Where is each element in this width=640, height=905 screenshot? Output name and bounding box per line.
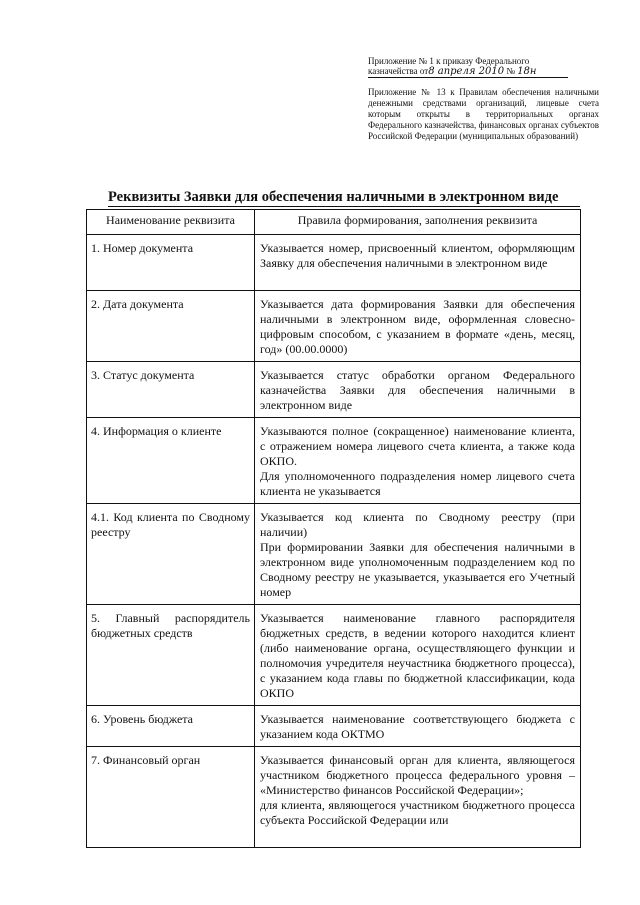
requisite-rules	[255, 235, 581, 291]
table-row	[87, 747, 581, 848]
rule-paragraph: для клиента, являющегося участником бюджетного процесса субъекта Российской Федерации или	[260, 798, 575, 827]
rule-paragraph: Указывается код клиента по Сводному реестру (при наличии)	[260, 510, 575, 539]
requisite-rules	[255, 706, 581, 747]
document-title: Реквизиты Заявки для обеспечения наличными в электронном виде	[108, 189, 580, 207]
requisite-name: 1. Номер документа	[87, 235, 255, 291]
rule-paragraph: Указываются полное (сокращенное) наименование клиента, с отражением номера лицевого счета клиента, а также кода ОКПО.	[260, 424, 575, 468]
appendix-1-number-label: №	[506, 66, 515, 76]
table-row	[87, 504, 581, 605]
table-row	[87, 235, 581, 291]
requisite-rules	[255, 362, 581, 418]
rule-paragraph: Указывается наименование главного распорядителя бюджетных средств, в ведении которого находится клиент (либо наименование органа, осуществляющего функции и полномочия учредителя неучастника бюджетного процесса), с указанием кода главы по бюджетной классификации, кода ОКПО	[260, 611, 575, 700]
table-header-row	[87, 210, 581, 235]
rule-paragraph: Указывается дата формирования Заявки для обеспечения наличными в электронном виде, оформленная словесно-цифровым способом, с указанием в формате «день, месяц, год» (00.00.0000)	[260, 297, 575, 356]
appendix-1-handwritten-date: 8 апреля 2010	[428, 66, 505, 77]
requisite-name: 7. Финансовый орган	[87, 747, 255, 848]
rule-paragraph: Указывается финансовый орган для клиента, являющегося участником бюджетного процесса федерального уровня – «Министерство финансов Российской Федерации»;	[260, 753, 575, 797]
requisites-table	[86, 209, 581, 848]
table-row	[87, 362, 581, 418]
appendix-1-line-2	[368, 66, 568, 78]
requisite-name: 6. Уровень бюджета	[87, 706, 255, 747]
column-header-rules: Правила формирования, заполнения реквизита	[255, 210, 581, 235]
table-row	[87, 605, 581, 706]
appendix-1-line-1: Приложение № 1 к приказу Федерального	[368, 56, 530, 66]
table-row	[87, 418, 581, 504]
rule-paragraph: Для уполномоченного подразделения номер лицевого счета клиента не указывается	[260, 469, 575, 498]
table-row	[87, 291, 581, 362]
rule-paragraph: Указывается номер, присвоенный клиентом, оформляющим Заявку для обеспечения наличными в электронном виде	[260, 241, 575, 270]
requisite-rules	[255, 504, 581, 605]
requisite-name: 2. Дата документа	[87, 291, 255, 362]
appendix-1-handwritten-number: 18н	[517, 66, 537, 77]
requisite-rules	[255, 747, 581, 848]
appendix-1-header	[368, 56, 600, 78]
rule-paragraph: Указывается наименование соответствующего бюджета с указанием кода ОКТМО	[260, 712, 575, 741]
requisite-name: 3. Статус документа	[87, 362, 255, 418]
requisite-name: 5. Главный распорядитель бюджетных средств	[87, 605, 255, 706]
rule-paragraph: Указывается статус обработки органом Федерального казначейства Заявки для обеспечения наличными в электронном виде	[260, 368, 575, 412]
requisite-name: 4.1. Код клиента по Сводному реестру	[87, 504, 255, 605]
requisite-rules	[255, 291, 581, 362]
table-row	[87, 706, 581, 747]
requisite-name: 4. Информация о клиенте	[87, 418, 255, 504]
rule-paragraph: При формировании Заявки для обеспечения наличными в электронном виде уполномоченным подразделением код по Сводному реестру не указывается, указывается его Учетный номер	[260, 540, 575, 599]
appendix-13-header: Приложение № 13 к Правилам обеспечения наличными денежными средствами организаций, лицевые счета которым открыты в территориальных органах Федерального казначейства, финансовых органах субъектов Российской Федерации (муниципальных образований)	[368, 87, 599, 141]
requisite-rules	[255, 605, 581, 706]
appendix-1-date-prefix: казначейства от	[368, 66, 429, 76]
requisite-rules	[255, 418, 581, 504]
column-header-name: Наименование реквизита	[87, 210, 255, 235]
